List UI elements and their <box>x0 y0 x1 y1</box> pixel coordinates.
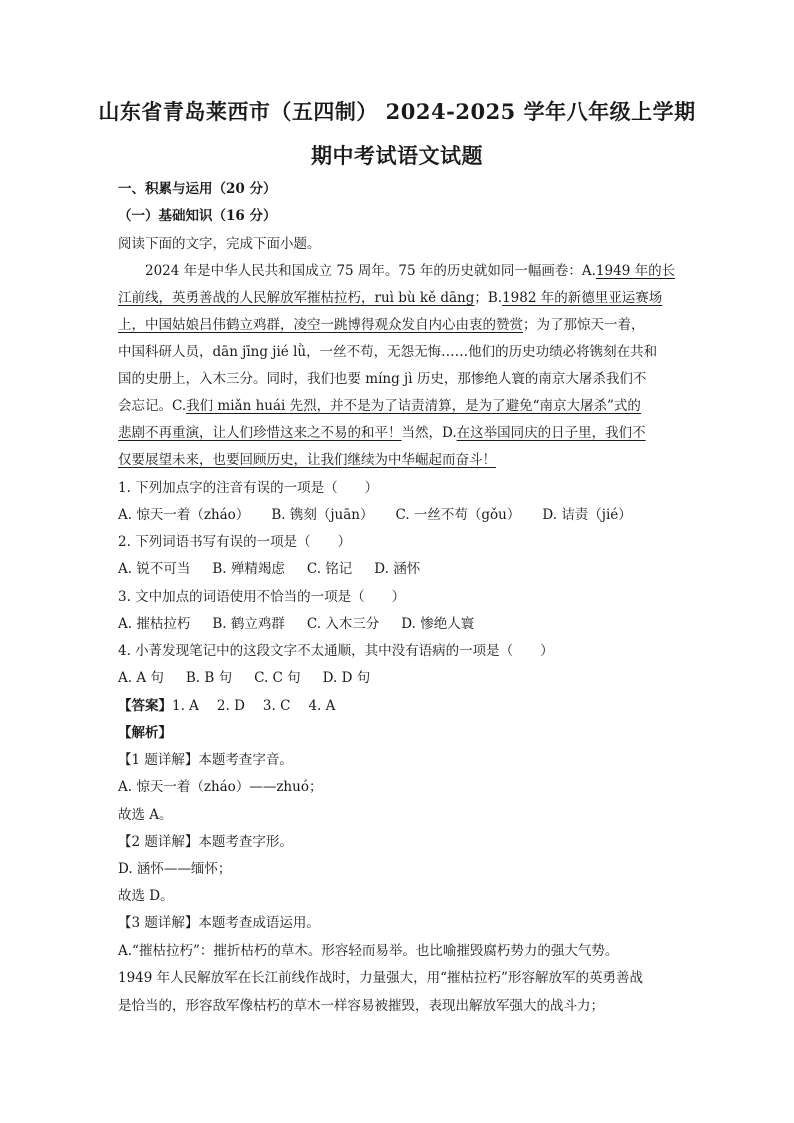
question-4-stem: 4. 小菁发现笔记中的这段文字不太通顺，其中没有语病的一项是（ ） <box>118 643 554 659</box>
analysis-line: A.“摧枯拉朽”：摧折枯朽的草木。形容轻而易举。也比喻摧毁腐朽势力的强大气势。 <box>118 943 619 959</box>
document-title-line-1: 山东省青岛莱西市（五四制） 2024-2025 学年八年级上学期 <box>98 99 696 124</box>
option-a: A. 摧枯拉朽 <box>118 616 191 632</box>
question-4-options <box>118 668 392 688</box>
passage-line-2: 江前线，英勇善战的人民解放军摧枯拉朽，ruì bù kě dāng；B.1982 年的新德里亚运赛场 <box>118 290 663 306</box>
option-d: D. D 句 <box>322 670 371 686</box>
analysis-line: 1949 年人民解放军在长江前线作战时，力量强大，用“摧枯拉朽”形容解放军的英勇善战 <box>118 970 643 986</box>
answer-line: 【答案】1. A 2. D 3. C 4. A <box>118 698 336 714</box>
option-c: C. 一丝不苟（gǒu） <box>395 507 521 523</box>
option-b: B. 镌刻（juān） <box>271 507 374 523</box>
passage-line-3: 上，中国姑娘吕伟鹤立鸡群，凌空一跳博得观众发自内心由衷的赞赏；为了那惊天一着， <box>118 317 645 333</box>
option-c: C. 铭记 <box>306 561 353 577</box>
option-b: B. 鹤立鸡群 <box>212 616 285 632</box>
option-b: B. B 句 <box>185 670 233 686</box>
passage-line-5: 国的史册上，入木三分。同时，我们也要 míng jì 历史，那惨绝人寰的南京大屠杀我们不 <box>118 371 647 387</box>
option-d: D. 惨绝人寰 <box>401 616 475 632</box>
subsection-heading: （一）基础知识（16 分） <box>118 208 277 224</box>
section-heading: 一、积累与运用（20 分） <box>118 181 277 197</box>
analysis-line: 故选 A。 <box>118 807 173 823</box>
analysis-label: 【解析】 <box>118 725 172 741</box>
passage-line-4: 中国科研人员，dān jīng jié lǜ，一丝不苟，无怨无悔……他们的历史功绩必将镌刻在共和 <box>118 344 658 360</box>
option-a: A. 惊天一着（zháo） <box>118 507 250 523</box>
option-c: C. C 句 <box>254 670 301 686</box>
option-a: A. A 句 <box>118 670 164 686</box>
document-title-line-2: 期中考试语文试题 <box>311 143 483 168</box>
option-a: A. 锐不可当 <box>118 561 191 577</box>
question-1-options <box>118 505 654 525</box>
passage-line-1: 2024 年是中华人民共和国成立 75 周年。75 年的历史就如同一幅画卷：A.1949 年的长 <box>118 263 676 279</box>
analysis-line: D. 涵怀——缅怀； <box>118 861 232 877</box>
answer-label: 【答案】 <box>118 698 172 714</box>
passage-line-7: 悲剧不再重演，让人们珍惜这来之不易的和平！当然，D.在这举国同庆的日子里，我们不 <box>118 425 646 441</box>
question-2-stem: 2. 下列词语书写有误的一项是（ ） <box>118 534 352 550</box>
question-2-options <box>118 559 442 579</box>
question-3-stem: 3. 文中加点的词语使用不恰当的一项是（ ） <box>118 589 406 605</box>
question-1-stem: 1. 下列加点字的注音有误的一项是（ ） <box>118 480 379 496</box>
analysis-line: 【1 题详解】本题考查字音。 <box>118 752 293 768</box>
analysis-line: 是恰当的，形容敌军像枯朽的草木一样容易被摧毁，表现出解放军强大的战斗力； <box>118 998 604 1014</box>
option-d: D. 涵怀 <box>374 561 421 577</box>
analysis-line: 【3 题详解】本题考查成语运用。 <box>118 915 320 931</box>
reading-instruction: 阅读下面的文字，完成下面小题。 <box>118 236 321 252</box>
option-c: C. 入木三分 <box>306 616 380 632</box>
question-3-options <box>118 614 496 634</box>
option-d: D. 诘责（jié） <box>542 507 632 523</box>
passage-line-8: 仅要展望未来，也要回顾历史，让我们继续为中华崛起而奋斗！ <box>118 452 496 468</box>
analysis-line: A. 惊天一着（zháo）——zhuó； <box>118 779 323 795</box>
analysis-line: 故选 D。 <box>118 888 174 904</box>
option-b: B. 殚精竭虑 <box>212 561 285 577</box>
passage-line-6: 会忘记。C.我们 miǎn huái 先烈，并不是为了诘责清算，是为了避免“南京大屠杀”式的 <box>118 398 641 414</box>
analysis-line: 【2 题详解】本题考查字形。 <box>118 834 293 850</box>
